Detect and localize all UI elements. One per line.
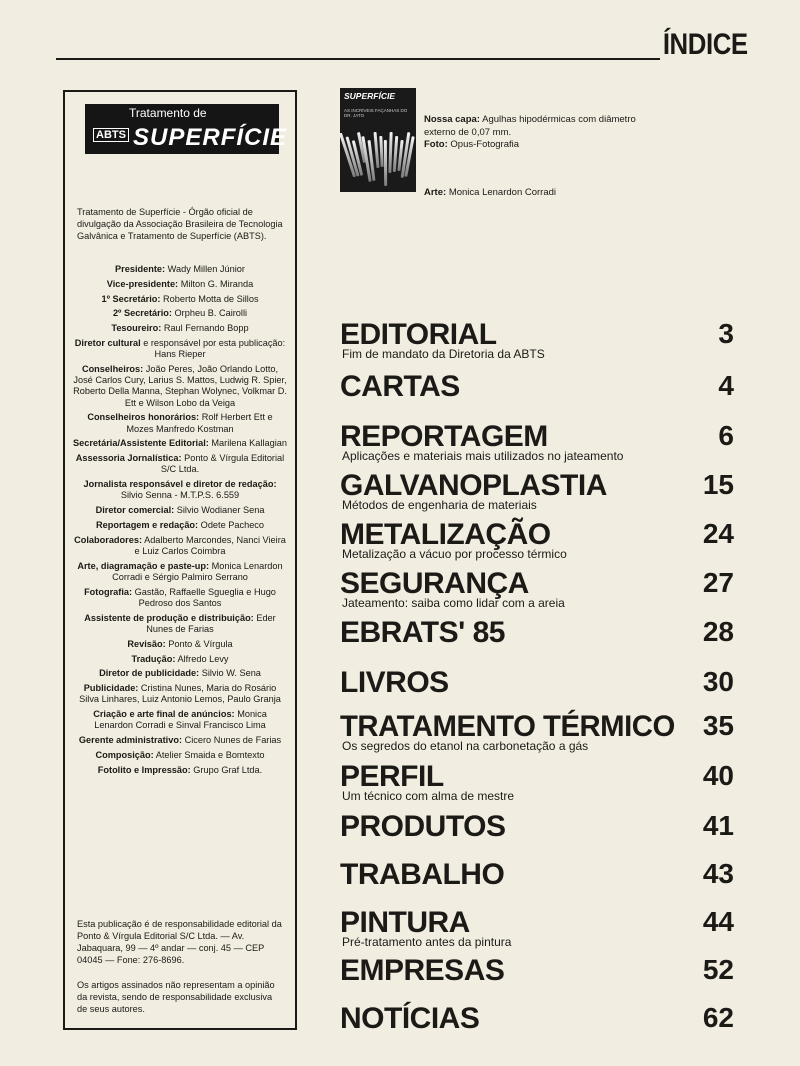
toc-entry — [340, 858, 734, 908]
toc-section-subtitle: Os segredos do etanol na carbonetação a gás — [342, 739, 589, 753]
disclaimer-note: Os artigos assinados não representam a opinião da revista, sendo de responsabilidade exclusiva de seus autores. — [77, 980, 275, 1014]
toc-entry — [340, 370, 734, 420]
cover-caption-text: Agulhas hipodérmicas com diâmetro externo de 0,07 mm. — [424, 114, 636, 138]
credit-role: Criação e arte final de anúncios: — [93, 709, 235, 720]
credit-role: Secretária/Assistente Editorial: — [73, 438, 209, 449]
toc-entry — [340, 666, 734, 716]
credit-role: 1º Secretário: — [101, 293, 161, 304]
credit-role: 2º Secretário: — [112, 308, 172, 319]
credit-role: Assessoria Jornalística: — [75, 453, 182, 464]
credit-entry — [73, 613, 287, 635]
toc-section-title: SEGURANÇA — [340, 567, 529, 600]
credit-entry — [73, 279, 287, 290]
credit-names: Ponto & Vírgula Editorial S/C Ltda. — [160, 453, 285, 475]
credit-entry — [73, 308, 287, 319]
credit-role: Tesoureiro: — [111, 323, 162, 334]
toc-entry — [340, 567, 734, 617]
credit-entry — [73, 323, 287, 334]
credit-entry — [73, 750, 287, 761]
credit-names: Eder Nunes de Farias — [146, 612, 276, 634]
credits-list — [73, 264, 287, 780]
credit-entry — [73, 654, 287, 665]
toc-section-subtitle: Métodos de engenharia de materiais — [342, 498, 537, 512]
credit-names: Roberto Motta de Sillos — [163, 293, 259, 304]
credit-names: Gastão, Raffaelle Sgueglia e Hugo Pedroso dos Santos — [134, 586, 276, 608]
toc-section-subtitle: Um técnico com alma de mestre — [342, 789, 515, 803]
toc-section-title: PRODUTOS — [340, 810, 506, 843]
toc-section-title: METALIZAÇÃO — [340, 518, 551, 551]
credit-names: Silvio W. Sena — [201, 668, 261, 679]
credit-names: Adalberto Marcondes, Nanci Vieira e Luiz Carlos Coimbra — [134, 534, 286, 556]
credit-role: Fotografia: — [84, 586, 133, 597]
credit-entry — [73, 338, 287, 360]
toc-section-subtitle: Pré-tratamento antes da pintura — [342, 935, 512, 949]
credit-role: Colaboradores: — [74, 534, 143, 545]
toc-page-number: 3 — [718, 318, 734, 349]
credit-role: Diretor comercial: — [95, 505, 175, 516]
credit-role: Composição: — [95, 749, 154, 760]
toc-page-number: 41 — [702, 810, 734, 841]
toc-section-title: PINTURA — [340, 906, 470, 939]
credit-entry — [73, 264, 287, 275]
credit-role: Arte, diagramação e paste-up: — [77, 560, 210, 571]
magazine-logo — [85, 104, 288, 154]
toc-page-number: 40 — [702, 760, 734, 791]
cover-thumb-subtitle: AS INCRÍVEIS FAÇANHAS DO DR. JATO — [344, 108, 408, 118]
credit-names: Orpheu B. Cairolli — [174, 308, 248, 319]
credit-names: Silvio Wodianer Sena — [176, 505, 265, 516]
credit-names: Silvio Senna - M.T.P.S. 6.559 — [120, 490, 240, 501]
credit-entry — [73, 294, 287, 305]
needle-shape — [384, 140, 387, 186]
credit-names: Milton G. Miranda — [180, 278, 254, 289]
toc-entry — [340, 710, 734, 760]
toc-entry — [340, 906, 734, 956]
toc-page-number: 44 — [702, 906, 734, 937]
credit-role: Diretor cultural — [74, 337, 141, 348]
credit-entry — [73, 453, 287, 475]
publisher-note: Esta publicação é de responsabilidade editorial da Ponto & Vírgula Editorial S/C Ltda. — Av. Jabaquara, 99 — 4º andar — conj. 45 — CEP 04045 — Fone: 276-8696. — [77, 919, 282, 965]
credit-entry — [73, 683, 287, 705]
logo-small-text: Tratamento de — [129, 106, 207, 120]
credit-role: Fotolito e Impressão: — [97, 764, 191, 775]
credit-role: Publicidade: — [83, 683, 139, 694]
toc-page-number: 24 — [702, 518, 734, 549]
toc-section-title: EDITORIAL — [340, 318, 497, 351]
cover-caption — [424, 114, 644, 152]
credit-names: Cristina Nunes, Maria do Rosário Silva Linhares, Luiz Antonio Lemos, Paulo Granja — [79, 683, 281, 705]
credit-entry — [73, 364, 287, 409]
credit-names: Odete Pacheco — [200, 519, 265, 530]
credit-names: Grupo Graf Ltda. — [193, 764, 263, 775]
credit-names: Ponto & Vírgula — [168, 638, 233, 649]
credit-names: Raul Fernando Bopp — [163, 323, 249, 334]
toc-page-number: 62 — [702, 1002, 734, 1033]
credit-names: e responsável por esta publicação: Hans Rieper — [143, 337, 286, 360]
toc-section-subtitle: Jateamento: saiba como lidar com a areia — [342, 596, 565, 610]
credit-names: Marilena Kallagian — [211, 438, 287, 449]
toc-entry — [340, 420, 734, 470]
credit-role: Gerente administrativo: — [78, 735, 183, 746]
page-title: ÍNDICE — [663, 28, 748, 61]
cover-art-credit — [424, 187, 556, 198]
toc-section-title: CARTAS — [340, 370, 460, 403]
credit-role: Conselheiros: — [81, 363, 144, 374]
toc-section-title: TRATAMENTO TÉRMICO — [340, 710, 675, 743]
credit-entry — [73, 668, 287, 679]
toc-entry — [340, 810, 734, 860]
credit-entry — [73, 709, 287, 731]
toc-page-number: 52 — [702, 954, 734, 985]
credit-names: Rolf Herbert Ett e Mozes Manfredo Kostman — [126, 412, 273, 434]
cover-caption-label: Nossa capa: — [424, 114, 480, 125]
credit-entry — [73, 438, 287, 449]
toc-entry — [340, 518, 734, 568]
toc-section-title: EBRATS' 85 — [340, 616, 505, 649]
toc-section-subtitle: Metalização a vácuo por processo térmico — [342, 547, 567, 561]
cover-thumbnail — [340, 88, 416, 192]
logo-big-text: SUPERFÍCIE — [133, 124, 288, 151]
toc-section-subtitle: Aplicações e materiais mais utilizados no jateamento — [342, 449, 624, 463]
header-rule — [56, 58, 660, 60]
toc-page-number: 28 — [702, 616, 734, 647]
credit-entry — [73, 412, 287, 434]
credit-role: Reportagem e redação: — [95, 519, 199, 530]
credit-role: Diretor de publicidade: — [99, 668, 200, 679]
credit-entry — [73, 561, 287, 583]
credit-names: João Peres, João Orlando Lotto, José Carlos Cury, Larius S. Mattos, Ludwig R. Spier, Roberto Della Manna, Stephan Wolynec, Volkmar D. Ett e Wilson Lobo da Veiga — [73, 363, 287, 408]
toc-entry — [340, 1002, 734, 1052]
credit-entry — [73, 587, 287, 609]
credit-role: Vice-presidente: — [106, 278, 179, 289]
credit-role: Revisão: — [127, 638, 166, 649]
credit-names: Atelier Smaida e Bomtexto — [155, 749, 265, 760]
credit-entry — [73, 735, 287, 746]
cover-art-label: Arte: — [424, 187, 447, 198]
credit-role: Assistente de produção e distribuição: — [84, 612, 254, 623]
credit-names: Alfredo Levy — [177, 653, 229, 664]
toc-page-number: 43 — [702, 858, 734, 889]
toc-page-number: 6 — [718, 420, 734, 451]
credit-role: Presidente: — [115, 264, 166, 274]
credit-names: Monica Lenardon Corradi e Sinval Francisco Lima — [94, 709, 267, 731]
toc-entry — [340, 318, 734, 368]
toc-section-title: PERFIL — [340, 760, 444, 793]
cover-thumb-title: SUPERFÍCIE — [344, 91, 396, 101]
logo-abts-mark: ABTS — [93, 128, 129, 142]
credit-entry — [73, 520, 287, 531]
toc-entry — [340, 469, 734, 519]
credit-entry — [73, 479, 287, 501]
toc-entry — [340, 760, 734, 810]
credit-entry — [73, 639, 287, 650]
credit-names: Wady Millen Júnior — [167, 264, 245, 274]
masthead-intro: Tratamento de Superfície - Órgão oficial de divulgação da Associação Brasileira de Tecnologia Galvânica e Tratamento de Superfície (ABTS). — [77, 207, 283, 241]
toc-page-number: 15 — [702, 469, 734, 500]
credit-names: Monica Lenardon Corradi e Sérgio Palmiro Serrano — [112, 560, 283, 582]
toc-entry — [340, 954, 734, 1004]
toc-section-subtitle: Fim de mandato da Diretoria da ABTS — [342, 347, 545, 361]
needle-shape — [379, 136, 383, 167]
toc-section-title: NOTÍCIAS — [340, 1002, 480, 1035]
credit-role: Jornalista responsável e diretor de redação: — [83, 479, 277, 490]
toc-section-title: GALVANOPLASTIA — [340, 469, 607, 502]
masthead-box — [63, 90, 297, 1030]
toc-section-title: LIVROS — [340, 666, 449, 699]
toc-section-title: EMPRESAS — [340, 954, 505, 987]
credit-entry — [73, 765, 287, 776]
credit-entry — [73, 535, 287, 557]
toc-page-number: 27 — [702, 567, 734, 598]
cover-photo-text: Opus-Fotografia — [450, 139, 520, 150]
toc-page-number: 4 — [718, 370, 734, 401]
cover-photo-label: Foto: — [424, 139, 448, 150]
credit-role: Conselheiros honorários: — [87, 412, 200, 423]
toc-entry — [340, 616, 734, 666]
toc-page-number: 30 — [702, 666, 734, 697]
cover-art-text: Monica Lenardon Corradi — [448, 187, 557, 198]
toc-section-title: REPORTAGEM — [340, 420, 548, 453]
credit-names: Cicero Nunes de Farias — [184, 735, 282, 746]
toc-page-number: 35 — [702, 710, 734, 741]
credit-entry — [73, 505, 287, 516]
toc-section-title: TRABALHO — [340, 858, 505, 891]
credit-role: Tradução: — [131, 653, 176, 664]
